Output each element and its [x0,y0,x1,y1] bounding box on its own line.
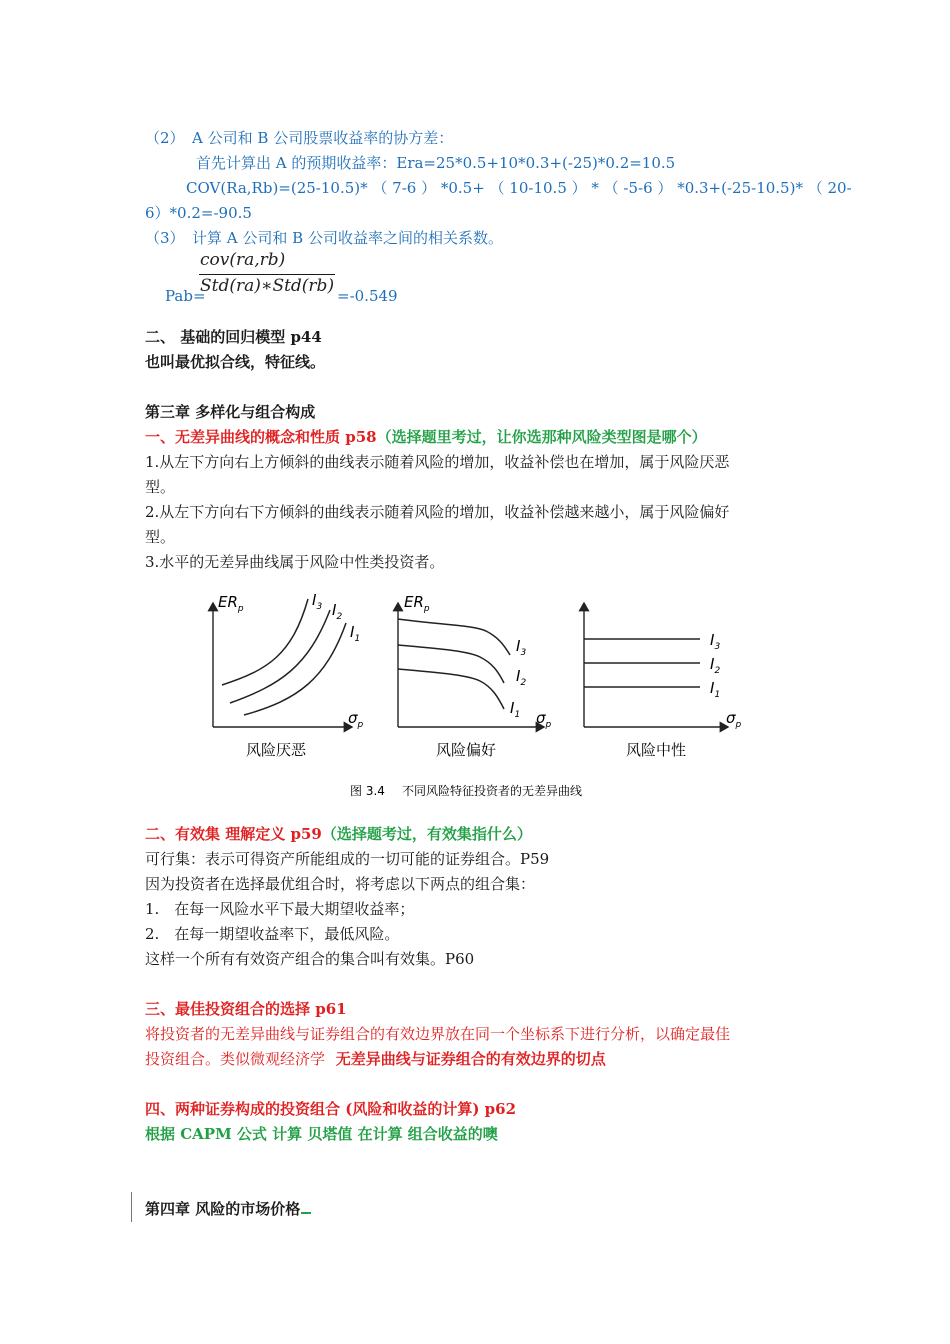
curve-label: $I_1$ [350,623,361,644]
panel-title-risk-seeking: 风险偏好 [436,741,497,759]
rule-item: 3.水平的无差异曲线属于风险中性类投资者。 [145,553,445,571]
section2-line: 这样一个所有有效资产组合的集合叫有效集。P60 [145,950,475,968]
section2-line: 因为投资者在选择最优组合时，将考虑以下两点的组合集： [145,875,536,893]
rule-item: 型。 [145,528,176,546]
panel3-x-label: $\sigma_p$ [726,709,742,730]
section3-tangent-point: 无差异曲线与证券组合的有效边界的切点 [335,1050,606,1068]
curve-label: $I_3$ [312,591,323,612]
panel2-curve [398,619,510,655]
fraction-numerator: cov(ra,rb) [200,250,286,270]
panel1-curve [222,599,308,685]
regression-title: 二、 基础的回归模型 p44 [145,328,322,346]
text-cursor [301,1212,311,1214]
section2-note: （选择题考过，有效集指什么） [321,825,532,843]
section2-line: 可行集：表示可得资产所能组成的一切可能的证券组合。P59 [145,850,550,868]
panel1-y-label: $ER_p$ [218,593,244,614]
section1-note: （选择题里考过，让你选那种风险类型图是哪个） [376,428,707,446]
correlation-result: =-0.549 [337,287,398,305]
curve-label: $I_3$ [516,637,527,658]
panel1-x-label: $\sigma_p$ [348,709,364,730]
covariance-heading: （2） A 公司和 B 公司股票收益率的协方差： [145,129,454,147]
curve-label: $I_3$ [710,631,721,652]
fraction-bar [199,274,335,275]
section2-line: 1. 在每一风险水平下最大期望收益率； [145,900,415,918]
panel2-curve [398,669,504,709]
panel1-curve [230,610,330,703]
indifference-curves-figure [180,585,800,815]
margin-bar [131,1192,132,1222]
section3-line-2-text: 投资组合。类似微观经济学 [145,1050,326,1068]
covariance-formula-line-1: COV(Ra,Rb)=(25-10.5)* （ 7-6 ） *0.5+ （ 10-10.5 ） * （ -5-6 ） *0.3+(-25-10.5)* （ 20- [186,179,852,197]
chapter4-heading [145,1199,311,1219]
covariance-formula-line-2: 6）*0.2=-90.5 [145,204,252,222]
rule-item: 2.从左下方向右下方倾斜的曲线表示随着风险的增加，收益补偿越来越小，属于风险偏好 [145,503,730,521]
regression-note: 也叫最优拟合线，特征线。 [145,353,326,371]
section1-title: 一、无差异曲线的概念和性质 p58 [145,428,377,446]
curve-label: $I_1$ [710,679,721,700]
section2-line: 2. 在每一期望收益率下，最低风险。 [145,925,400,943]
expected-return-line: 首先计算出 A 的预期收益率：Era=25*0.5+10*0.3+(-25)*0.2=10.5 [196,154,676,172]
section4-note: 根据 CAPM 公式 计算 贝塔值 在计算 组合收益的噢 [145,1125,498,1143]
panel-title-risk-averse: 风险厌恶 [246,741,307,759]
chapter4-title: 第四章 风险的市场价格 [145,1200,301,1218]
figure-caption-number: 图 3.4 [350,784,385,798]
curve-label: $I_1$ [510,699,521,720]
chapter3-title: 第三章 多样化与组合构成 [145,403,316,421]
section3-title: 三、最佳投资组合的选择 p61 [145,1000,347,1018]
curve-label: $I_2$ [516,667,527,688]
rule-item: 型。 [145,478,176,496]
correlation-prefix: Pab= [165,287,206,305]
fraction-denominator: Std(ra)∗Std(rb) [200,276,335,296]
section1-heading [145,427,707,447]
figure-caption-text: 不同风险特征投资者的无差异曲线 [402,784,583,798]
section2-heading [145,824,532,844]
panel2-y-label: $ER_p$ [404,593,430,614]
panel-title-risk-neutral: 风险中性 [626,741,687,759]
section3-line-1: 将投资者的无差异曲线与证券组合的有效边界放在同一个坐标系下进行分析，以确定最佳 [145,1025,731,1043]
curve-label: $I_2$ [710,655,721,676]
rule-item: 1.从左下方向右上方倾斜的曲线表示随着风险的增加，收益补偿也在增加，属于风险厌恶 [145,453,730,471]
panel2-x-label: $\sigma_p$ [536,709,552,730]
correlation-heading: （3） 计算 A 公司和 B 公司收益率之间的相关系数。 [145,229,503,247]
section2-title: 二、有效集 理解定义 p59 [145,825,322,843]
correlation-fraction [199,248,339,304]
section4-title: 四、两种证券构成的投资组合 (风险和收益的计算) p62 [145,1100,517,1118]
curve-label: $I_2$ [332,601,343,622]
panel2-curve [398,645,504,683]
section3-line-2 [145,1049,606,1069]
